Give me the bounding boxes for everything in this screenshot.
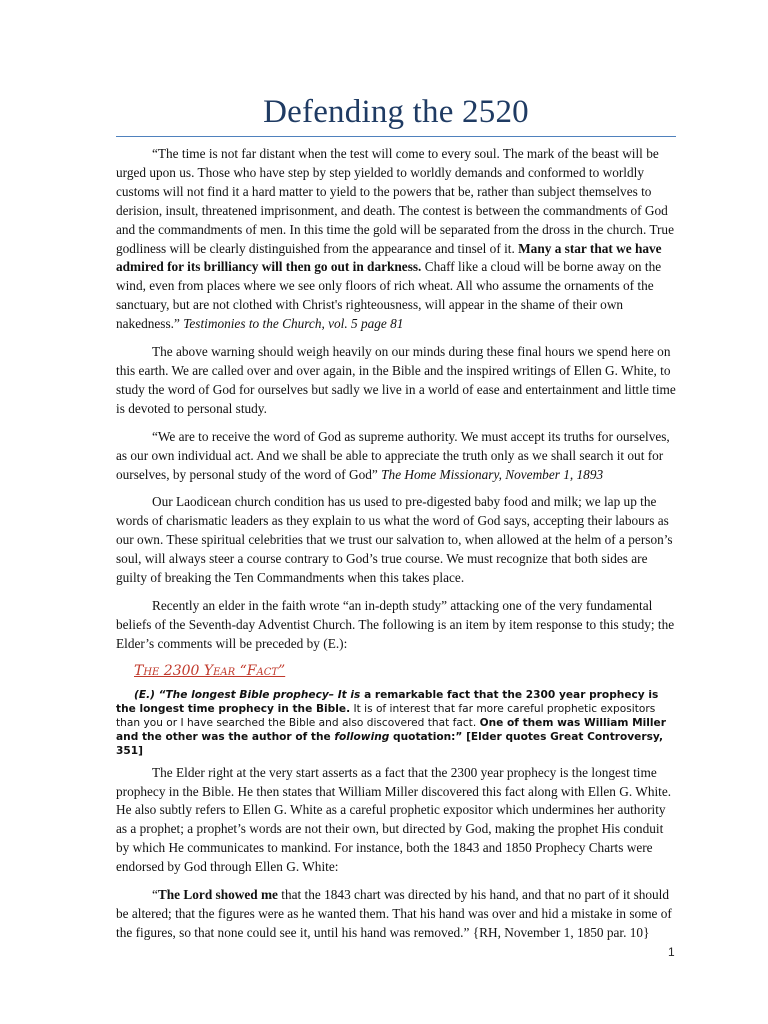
elder-quote: (E.) “The longest Bible prophecy– It is a remarkable fact that the 2300 year prophecy is the longest time prophecy in the Bible. It is of interest that far more careful prophetic expositors than you or I have searched the Bible and also discovered that fact. One of them was William Miller and the other was the author of the following quotation:” [Elder quotes Great Controversy, 351] [116,688,666,757]
paragraph-laodicean: Our Laodicean church condition has us used to pre-digested baby food and milk; we lap up the words of charismatic leaders as they explain to us what the word of God says, accepting their labours as our own. These spiritual celebrities that we trust our salvation to, when allowed at the helm of a person’s soul, will always steer a course contrary to God’s true course. We must recognize that both sides are guilty of breaking the Ten Commandments when this takes place. [116,494,673,586]
bold-phrase: Many a star that we have admired for its brilliancy will then go out in darkness. [116,240,662,275]
document-body [116,145,676,952]
page-title: Defending the 2520 [263,94,529,130]
paragraph-home-missionary-quote: “We are to receive the word of God as supreme authority. We must accept its truths for ourselves, as our own individual act. And we shall be able to appreciate the truth only as we shall search it out for ourselves, by personal study of the word of God” The Home Missionary, November 1, 1893 [116,428,670,482]
page-number: 1 [668,945,675,959]
section-heading: The 2300 Year “Fact” [134,662,286,679]
citation: The Home Missionary, November 1, 1893 [381,466,604,482]
paragraph-testimonies-quote: “The time is not far distant when the test will come to every soul. The mark of the beast will be urged upon us. Those who have step by step yielded to worldly demands and conformed to worldly customs will not find it a hard matter to yield to the powers that be, rather than subject themselves to derision, insult, threatened imprisonment, and death. The contest is between the commandments of God and the commandments of men. In this time the gold will be separated from the dross in the church. True godliness will be clearly distinguished from the appearance and tinsel of it. Many a star that we have admired for its brilliancy will then go out in darkness. Chaff like a cloud will be borne away on the wind, even from places where we see only floors of rich wheat. All who assume the ornaments of the sanctuary, but are not clothed with Christ's righteousness, will appear in the shame of their own nakedness.” Testimonies to the Church, vol. 5 page 81 [116,146,674,332]
bold-phrase: The Lord showed me [157,887,278,903]
title-divider [116,136,676,137]
paragraph-elder-response: The Elder right at the very start asserts as a fact that the 2300 year prophecy is the longest time prophecy in the Bible. He then states that William Miller discovered this fact along with Ellen G. White. He also subtly refers to Ellen G. White as a careful prophetic expositor which undermines her authority as a prophet; a prophet’s words are not their own, but directed by God, making the prophet His conduit by which He communicates to mankind. For instance, both the 1843 and 1850 Prophecy Charts were endorsed by God through Ellen G. White: [116,764,672,875]
paragraph-review-herald-quote: “The Lord showed me that the 1843 chart was directed by his hand, and that no part of it should be altered; that the figures were as he wanted them. That his hand was over and hid a mistake in some of the figures, so that none could see it, until his hand was removed.” {RH, November 1, 1850 par. 10} [116,887,672,940]
citation: Testimonies to the Church, vol. 5 page 81 [183,316,404,332]
paragraph-elder-intro: Recently an elder in the faith wrote “an in-depth study” attacking one of the very fundamental beliefs of the Seventh-day Adventist Church. The following is an item by item response to this study; the Elder’s comments will be preceded by (E.): [116,597,675,651]
paragraph-warning: The above warning should weigh heavily on our minds during these final hours we spend here on this earth. We are called over and over again, in the Bible and the inspired writings of Ellen G. White, to study the word of God for ourselves but sadly we live in a world of ease and entertainment and little time is devoted to personal study. [116,344,676,416]
